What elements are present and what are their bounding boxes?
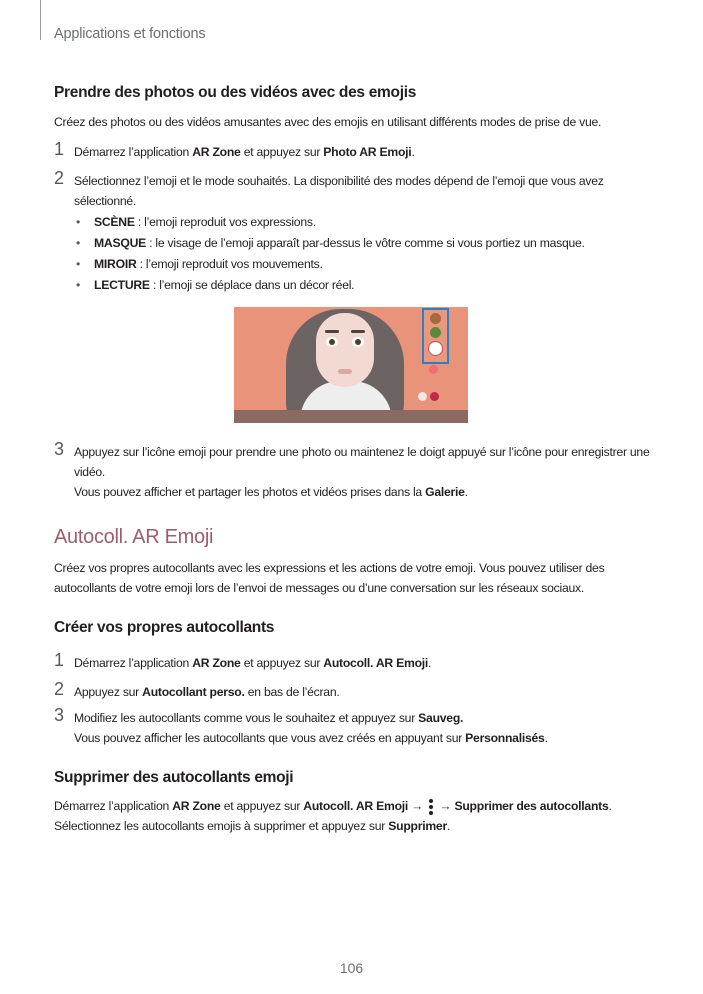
section-title-delete-stickers: Supprimer des autocollants emoji (54, 769, 294, 786)
section-title-create-stickers: Créer vos propres autocollants (54, 619, 275, 636)
ui-term-supprimer-autocollants: Supprimer des autocollants (454, 799, 609, 813)
step-text: et appuyez sur (240, 656, 324, 670)
step-number: 3 (54, 705, 64, 725)
bullet-masque (76, 233, 656, 253)
step-number: 2 (54, 168, 64, 188)
emoji-face (316, 313, 374, 387)
ui-term-sauveg: Sauveg. (418, 711, 464, 725)
step-2 (54, 168, 654, 211)
emoji-selector-highlight (422, 308, 449, 364)
step-number: 2 (54, 679, 64, 699)
ui-term-autocoll-ar-emoji: Autocoll. AR Emoji (303, 799, 409, 813)
step-note: Vous pouvez afficher et partager les photos et vidéos prises dans la (74, 485, 426, 499)
bullet-icon: • (76, 236, 81, 250)
step-number: 1 (54, 650, 64, 670)
running-head: Applications et fonctions (54, 26, 206, 42)
ar-emoji-camera-screenshot (234, 307, 468, 423)
mode-name: MASQUE (94, 236, 146, 250)
section-intro-autocoll: Créez vos propres autocollants avec les expressions et les actions de votre emoji. Vous pouvez utiliser des autocollants de votre emoji lors de l’envoi de messages ou d’une conversation sur les réseaux sociaux. (54, 561, 605, 595)
mode-description: : l’emoji se déplace dans un décor réel. (149, 278, 355, 292)
create-step-3 (54, 705, 654, 748)
delete-instructions-line-1 (54, 796, 654, 816)
bullet-icon: • (76, 215, 81, 229)
mode-description: : l’emoji reproduit vos mouvements. (136, 257, 323, 271)
instruction-text: . (446, 819, 451, 833)
mode-name: MIROIR (94, 257, 137, 271)
page-number: 106 (339, 960, 364, 976)
step-text: . (464, 485, 468, 499)
bullet-miroir (76, 254, 656, 274)
step-text: Appuyez sur (74, 685, 143, 699)
ui-term-ar-zone: AR Zone (192, 145, 241, 159)
instruction-text: Démarrez l’application (54, 799, 173, 813)
step-text: en bas de l’écran. (244, 685, 340, 699)
step-note: Vous pouvez afficher les autocollants que vous avez créés en appuyant sur (74, 731, 466, 745)
mode-description: : le visage de l’emoji apparaît par-dessus le vôtre comme si vous portiez un masque. (146, 236, 585, 250)
emoji-brow (325, 330, 339, 333)
step-text: Sélectionnez l’emoji et le mode souhaités. La disponibilité des modes dépend de l’emoji que vous avez sélectionné. (74, 174, 604, 208)
instruction-text: et appuyez sur (220, 799, 304, 813)
bullet-scene (76, 212, 656, 232)
arrow-separator: → (408, 799, 427, 813)
ui-term-personnalises: Personnalisés (465, 731, 545, 745)
ui-term-ar-zone: AR Zone (192, 656, 241, 670)
emoji-eye (352, 337, 364, 347)
step-text: Modifiez les autocollants comme vous le souhaitez et appuyez sur (74, 711, 419, 725)
ui-term-photo-ar-emoji: Photo AR Emoji (323, 145, 412, 159)
capture-button-icon[interactable] (430, 392, 439, 401)
arrow-separator: → (436, 799, 455, 813)
instruction-text: . (608, 799, 612, 813)
ui-term-supprimer: Supprimer (388, 819, 447, 833)
create-step-2 (54, 679, 654, 702)
mode-description: : l’emoji reproduit vos expressions. (134, 215, 316, 229)
section-title-photos: Prendre des photos ou des vidéos avec des emojis (54, 84, 417, 101)
ui-term-autocollant-perso: Autocollant perso. (142, 685, 245, 699)
emoji-thumbnail-icon[interactable] (430, 313, 441, 324)
step-3 (54, 439, 654, 502)
step-text: et appuyez sur (240, 145, 324, 159)
section-title-autocoll: Autocoll. AR Emoji (54, 526, 214, 548)
delete-instructions-line-2 (54, 816, 654, 836)
step-1 (54, 139, 654, 162)
mode-name: SCÈNE (94, 215, 135, 229)
emoji-brow (351, 330, 365, 333)
emoji-eye (326, 337, 338, 347)
emoji-mouth (338, 369, 352, 374)
ui-term-autocoll-ar-emoji: Autocoll. AR Emoji (323, 656, 429, 670)
step-number: 1 (54, 139, 64, 159)
step-text: . (428, 656, 432, 670)
ui-term-ar-zone: AR Zone (172, 799, 221, 813)
step-text: Démarrez l’application (74, 145, 193, 159)
step-text: . (544, 731, 548, 745)
step-number: 3 (54, 439, 64, 459)
add-emoji-icon[interactable] (429, 365, 438, 374)
step-text: . (411, 145, 415, 159)
create-step-1 (54, 650, 654, 673)
step-text: Démarrez l’application (74, 656, 193, 670)
more-options-icon (428, 799, 434, 815)
emoji-thumbnail-selected-icon[interactable] (428, 341, 443, 356)
ui-term-galerie: Galerie (425, 485, 465, 499)
mode-tabs-bar (234, 410, 468, 423)
bullet-icon: • (76, 257, 81, 271)
gallery-preview-icon[interactable] (418, 392, 427, 401)
bullet-icon: • (76, 278, 81, 292)
step-text: Appuyez sur l’icône emoji pour prendre une photo ou maintenez le doigt appuyé sur l’icône pour enregistrer une vidéo. (74, 445, 650, 479)
section-intro-photos: Créez des photos ou des vidéos amusantes avec des emojis en utilisant différents modes de prise de vue. (54, 115, 602, 129)
header-rule (40, 0, 41, 40)
instruction-text: Sélectionnez les autocollants emojis à supprimer et appuyez sur (54, 819, 389, 833)
mode-name: LECTURE (94, 278, 150, 292)
emoji-thumbnail-icon[interactable] (430, 327, 441, 338)
bullet-lecture (76, 275, 656, 295)
